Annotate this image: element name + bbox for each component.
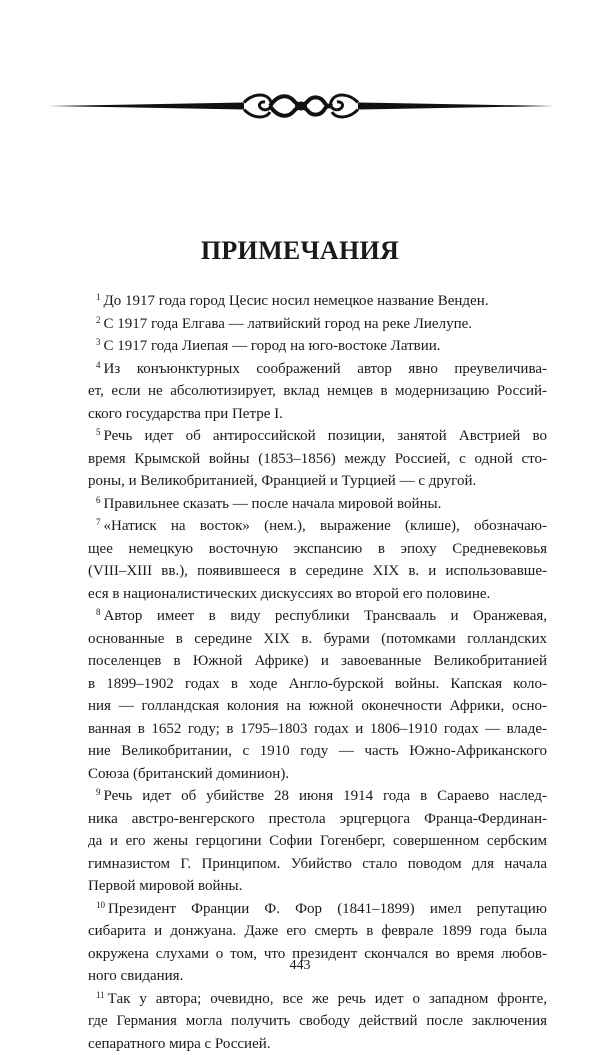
note-text: До 1917 года город Цесис носил немецкое название Венден. (104, 293, 489, 309)
note-line (88, 448, 547, 471)
note-line (88, 1010, 547, 1033)
note-text: да и его жены герцогини Софии Гогенберг, совершенном сербским (88, 833, 547, 849)
notes-list (88, 290, 547, 1055)
note-line (88, 920, 547, 943)
note-number: 5 (96, 427, 101, 437)
note-text: в 1899–1902 годах в ходе Англо-бурской войны. Капская коло- (88, 676, 547, 692)
note-line (88, 605, 547, 628)
note-line (88, 313, 547, 336)
note-line (88, 808, 547, 831)
note-text: где Германия могла получить свободу действий после заключения (88, 1013, 547, 1029)
note-line (88, 628, 547, 651)
note-text: Речь идет об антироссийской позиции, занятой Австрией во (104, 428, 548, 444)
note-line (88, 718, 547, 741)
note-text: ного свидания. (88, 968, 183, 984)
note-text: Автор имеет в виду республики Трансвааль и Оранжевая, (104, 608, 548, 624)
note-line (88, 650, 547, 673)
note-text: Из конъюнктурных соображений автор явно преувеличива- (104, 361, 548, 377)
page-number: 443 (0, 958, 600, 974)
note-text: еся в националистических дискуссиях во второй его половине. (88, 586, 490, 602)
note-number: 11 (96, 990, 105, 1000)
note-text: окружена слухами о том, что президент скончался во время любов- (88, 946, 547, 962)
note-number: 1 (96, 292, 101, 302)
note-number: 7 (96, 517, 101, 527)
note-line (88, 673, 547, 696)
note-text: щее немецкую восточную экспансию в эпоху Средневековья (88, 541, 547, 557)
note-text: Правильнее сказать — после начала мировой войны. (104, 496, 442, 512)
note-text: ванная в 1652 году; в 1795–1803 годах и 1806–1910 годах — владе- (88, 721, 547, 737)
note-number: 6 (96, 495, 101, 505)
note-line (88, 898, 547, 921)
note-text: Так у автора; очевидно, все же речь идет о западном фронте, (108, 991, 547, 1007)
note-7 (88, 515, 547, 605)
note-8 (88, 605, 547, 785)
note-text: роны, и Великобританией, Францией и Турцией — с другой. (88, 473, 476, 489)
note-number: 2 (96, 315, 101, 325)
page-title: ПРИМЕЧАНИЯ (0, 236, 600, 266)
note-line (88, 380, 547, 403)
note-text: «Натиск на восток» (нем.), выражение (клише), обозначаю- (104, 518, 548, 534)
note-line (88, 290, 547, 313)
note-text: С 1917 года Елгава — латвийский город на реке Лиелупе. (104, 316, 473, 332)
note-line (88, 875, 547, 898)
note-line (88, 988, 547, 1011)
note-1 (88, 290, 547, 313)
note-number: 8 (96, 607, 101, 617)
note-text: ние Великобритании, с 1910 году — часть Южно-Африканского (88, 743, 547, 759)
note-text: Союза (британский доминион). (88, 766, 289, 782)
note-number: 3 (96, 337, 101, 347)
note-text: гимназистом Г. Принципом. Убийство стало поводом для начала (88, 856, 547, 872)
note-text: поселенцев в Южной Африке) и завоеванные Великобританией (88, 653, 547, 669)
note-11 (88, 988, 547, 1055)
note-6 (88, 493, 547, 516)
note-5 (88, 425, 547, 493)
note-line (88, 1033, 547, 1055)
note-line (88, 425, 547, 448)
note-line (88, 763, 547, 786)
note-line (88, 853, 547, 876)
note-line (88, 740, 547, 763)
note-number: 10 (96, 900, 105, 910)
note-4 (88, 358, 547, 426)
note-line (88, 358, 547, 381)
note-text: ния — голландская колония на южной оконечности Африки, осно- (88, 698, 547, 714)
note-2 (88, 313, 547, 336)
note-9 (88, 785, 547, 898)
note-line (88, 785, 547, 808)
note-number: 4 (96, 360, 101, 370)
note-text: основанные в середине XIX в. бурами (потомками голландских (88, 631, 547, 647)
note-text: время Крымской войны (1853–1856) между Россией, с одной сто- (88, 451, 547, 467)
note-line (88, 695, 547, 718)
note-line (88, 583, 547, 606)
note-line (88, 493, 547, 516)
note-10 (88, 898, 547, 988)
note-line (88, 560, 547, 583)
note-text: ника австро-венгерского престола эрцгерцога Франца-Фердинан- (88, 811, 547, 827)
note-number: 9 (96, 787, 101, 797)
note-3 (88, 335, 547, 358)
note-text: ского государства при Петре I. (88, 406, 283, 422)
note-text: Президент Франции Ф. Фор (1841–1899) имел репутацию (108, 901, 547, 917)
note-line (88, 830, 547, 853)
note-text: ет, если не абсолютизирует, вклад немцев в модернизацию Россий- (88, 383, 547, 399)
note-line (88, 335, 547, 358)
note-line (88, 470, 547, 493)
note-line (88, 538, 547, 561)
note-text: Речь идет об убийстве 28 июня 1914 года в Сараево наслед- (104, 788, 548, 804)
note-text: (VIII–XIII вв.), появившееся в середине XIX в. и использовавше- (88, 563, 547, 579)
note-text: сибарита и донжуана. Даже его смерть в феврале 1899 года была (88, 923, 547, 939)
note-text: С 1917 года Лиепая — город на юго-востоке Латвии. (104, 338, 441, 354)
note-line (88, 403, 547, 426)
header-ornament (48, 89, 554, 123)
note-text: Первой мировой войны. (88, 878, 242, 894)
note-line (88, 515, 547, 538)
note-text: сепаратного мира с Россией. (88, 1036, 271, 1052)
